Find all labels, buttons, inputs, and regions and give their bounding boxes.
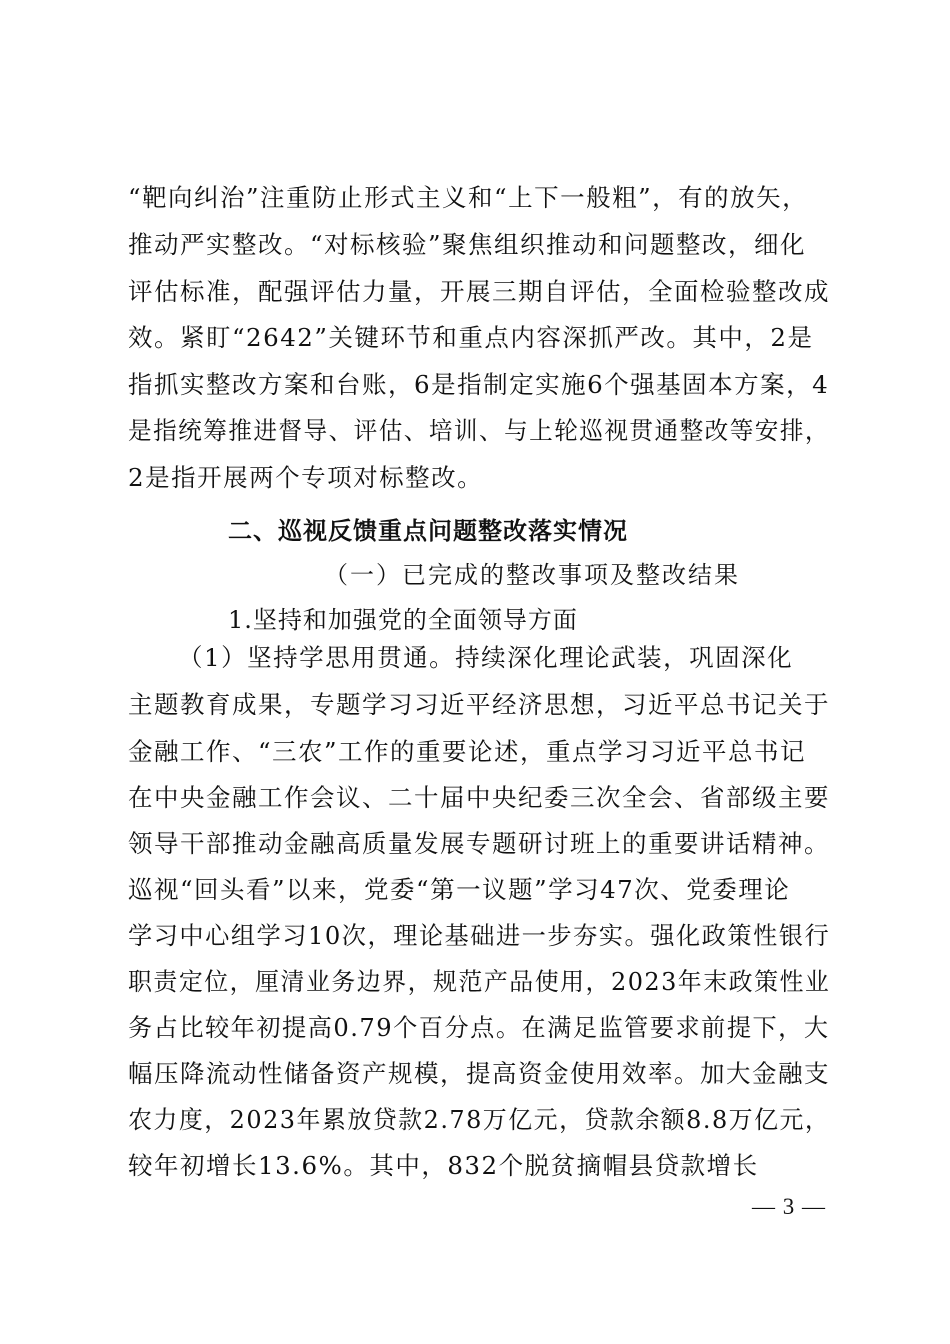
subsection-heading: （一）已完成的整改事项及整改结果 <box>324 561 740 589</box>
paragraph-line: （1）坚持学思用贯通。持续深化理论武装，巩固深化 <box>178 643 794 672</box>
paragraph-line: 金融工作、“三农”工作的重要论述，重点学习习近平总书记 <box>128 737 807 766</box>
item-heading: 1.坚持和加强党的全面领导方面 <box>228 606 578 634</box>
paragraph-line: 务占比较年初提高0.79个百分点。在满足监管要求前提下，大 <box>128 1013 830 1042</box>
paragraph-line: 指抓实整改方案和台账，6是指制定实施6个强基固本方案，4 <box>128 370 830 399</box>
paragraph-line: 是指统筹推进督导、评估、培训、与上轮巡视贯通整改等安排， <box>128 416 831 445</box>
paragraph-line: 职责定位，厘清业务边界，规范产品使用，2023年末政策性业 <box>128 967 831 996</box>
paragraph-line: 幅压降流动性储备资产规模，提高资金使用效率。加大金融支 <box>128 1059 830 1088</box>
paragraph-line: 2是指开展两个专项对标整改。 <box>128 463 484 492</box>
paragraph-line: 学习中心组学习10次，理论基础进一步夯实。强化政策性银行 <box>128 921 831 950</box>
paragraph-line: 评估标准，配强评估力量，开展三期自评估，全面检验整改成 <box>128 277 830 306</box>
section-heading: 二、巡视反馈重点问题整改落实情况 <box>228 517 628 545</box>
paragraph-line: 巡视“回头看”以来，党委“第一议题”学习47次、党委理论 <box>128 875 791 904</box>
paragraph-line: 较年初增长13.6%。其中，832个脱贫摘帽县贷款增长 <box>128 1151 759 1180</box>
paragraph-line: 推动严实整改。“对标核验”聚焦组织推动和问题整改，细化 <box>128 230 807 259</box>
paragraph-line: 主题教育成果，专题学习习近平经济思想，习近平总书记关于 <box>128 690 830 719</box>
paragraph-line: 领导干部推动金融高质量发展专题研讨班上的重要讲话精神。 <box>128 829 830 858</box>
paragraph-line: 在中央金融工作会议、二十届中央纪委三次全会、省部级主要 <box>128 783 830 812</box>
paragraph-line: 效。紧盯“2642”关键环节和重点内容深抓严改。其中，2是 <box>128 323 814 352</box>
paragraph-line: “靶向纠治”注重防止形式主义和“上下一般粗”，有的放矢， <box>128 183 809 212</box>
page-number: — 3 — <box>752 1194 826 1219</box>
paragraph-line: 农力度，2023年累放贷款2.78万亿元，贷款余额8.8万亿元， <box>128 1105 831 1134</box>
